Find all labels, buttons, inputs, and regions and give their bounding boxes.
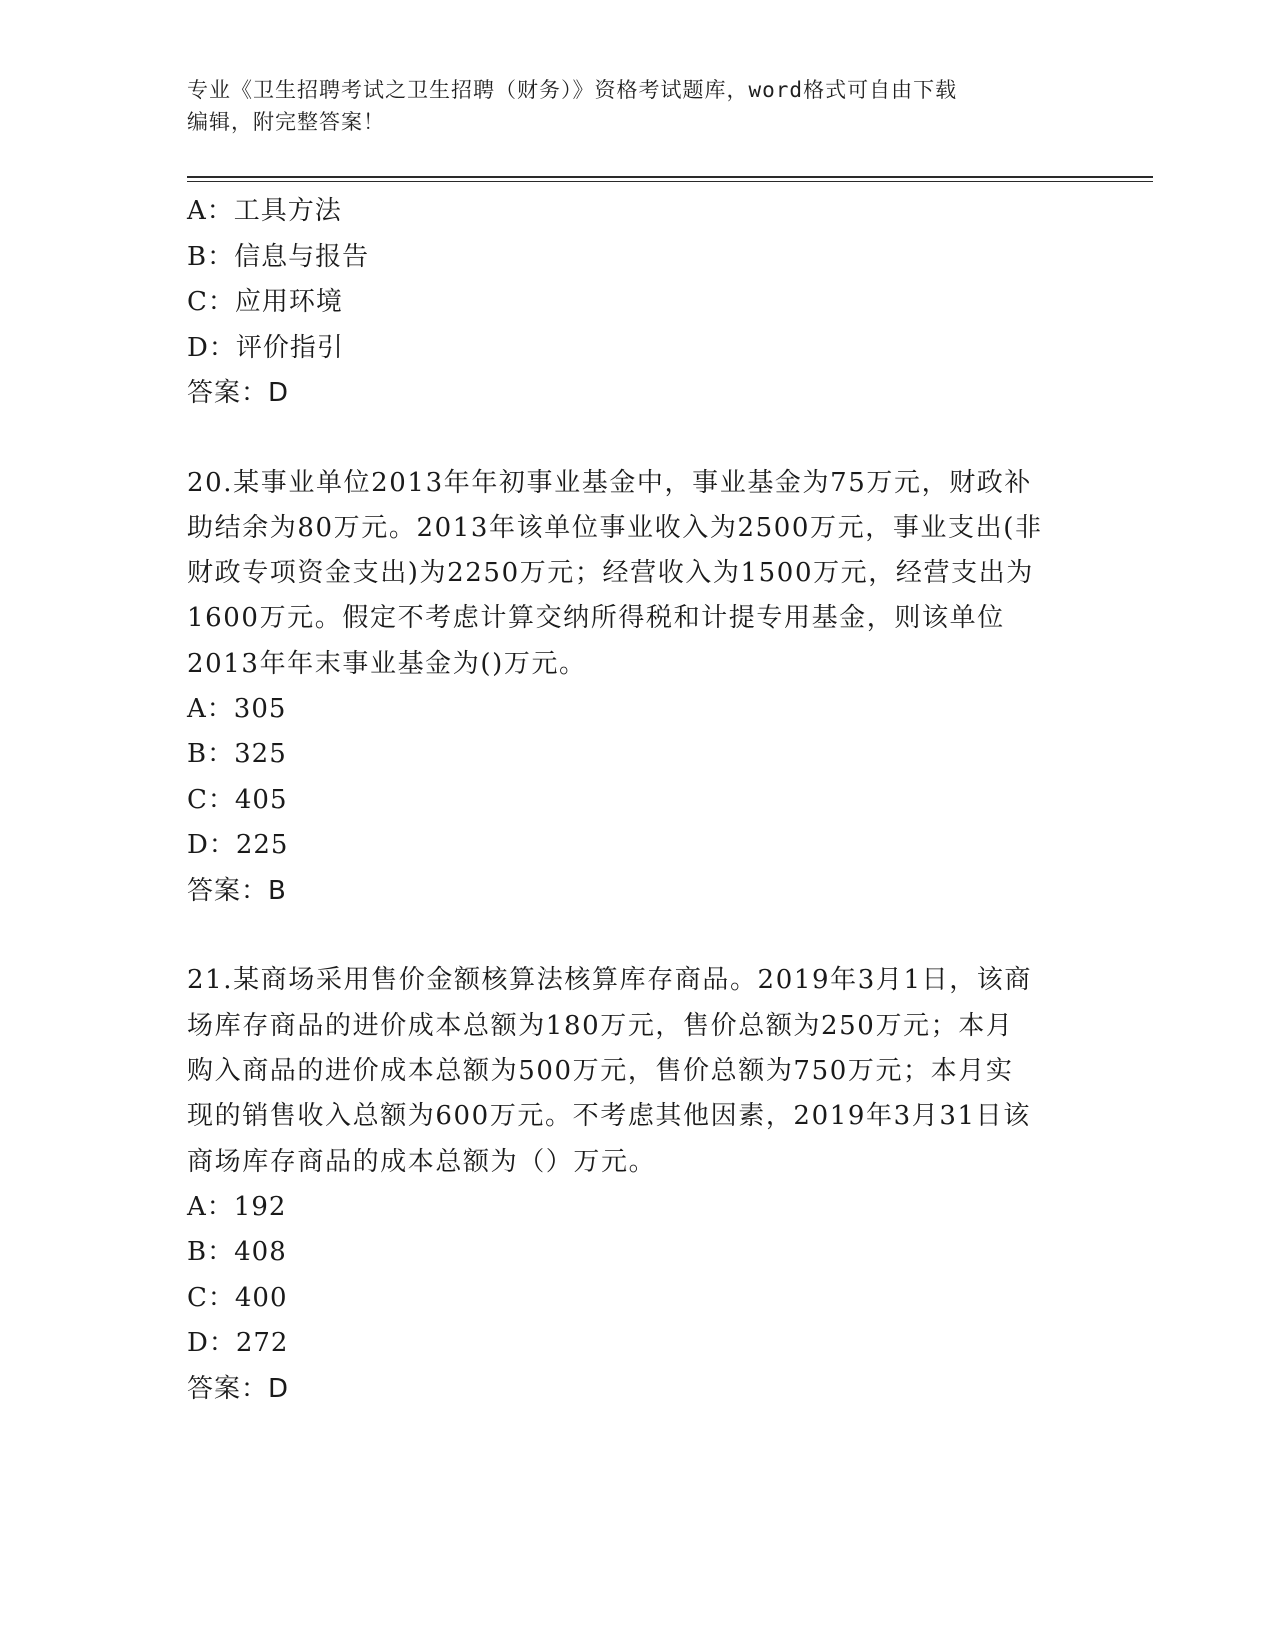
question-block-previous — [187, 189, 1087, 417]
option-b: B：325 — [187, 739, 287, 770]
question-block-20 — [187, 461, 1087, 915]
spacer — [187, 914, 1087, 958]
header-divider-thick — [187, 176, 1153, 178]
answer-line: 答案：B — [187, 875, 287, 906]
option-b: B：信息与报告 — [187, 241, 370, 272]
stem-line: 1600万元。假定不考虑计算交纳所得税和计提专用基金，则该单位 — [187, 603, 1005, 634]
stem-line: 商场库存商品的成本总额为（）万元。 — [187, 1146, 657, 1177]
stem-line: 购入商品的进价成本总额为500万元，售价总额为750万元；本月实 — [187, 1056, 1014, 1087]
option-d: D：225 — [187, 830, 289, 861]
option-a: A：192 — [187, 1191, 287, 1222]
answer-line: 答案：D — [187, 1373, 290, 1404]
option-b: B：408 — [187, 1237, 287, 1268]
header-line-2: 编辑，附完整答案！ — [187, 110, 385, 134]
answer-line: 答案：D — [187, 378, 290, 408]
spacer — [187, 417, 1087, 461]
stem-line: 场库存商品的进价成本总额为180万元，售价总额为250万元；本月 — [187, 1010, 1014, 1041]
header-line-1: 专业《卫生招聘考试之卫生招聘（财务）》资格考试题库，word格式可自由下载 — [187, 78, 958, 102]
stem-line: 20.某事业单位2013年年初事业基金中，事业基金为75万元，财政补 — [187, 467, 1033, 498]
stem-line: 财政专项资金支出)为2250万元；经营收入为1500万元，经营支出为 — [187, 558, 1034, 589]
option-a: A：305 — [187, 693, 287, 724]
question-stem — [187, 958, 1087, 1184]
option-a: A：工具方法 — [187, 196, 342, 226]
stem-line: 现的销售收入总额为600万元。不考虑其他因素，2019年3月31日该 — [187, 1101, 1031, 1132]
stem-line: 助结余为80万元。2013年该单位事业收入为2500万元，事业支出(非 — [187, 512, 1043, 543]
document-header — [187, 74, 1087, 138]
question-block-21 — [187, 958, 1087, 1412]
question-stem — [187, 461, 1087, 687]
option-d: D：272 — [187, 1328, 289, 1359]
option-d: D：评价指引 — [187, 332, 344, 363]
stem-line: 21.某商场采用售价金额核算法核算库存商品。2019年3月1日，该商 — [187, 965, 1033, 996]
option-c: C：405 — [187, 784, 288, 815]
option-c: C：400 — [187, 1282, 288, 1313]
stem-line: 2013年年末事业基金为()万元。 — [187, 648, 587, 679]
option-c: C：应用环境 — [187, 287, 343, 317]
document-body — [187, 189, 1087, 1412]
header-divider-thin — [187, 181, 1153, 182]
